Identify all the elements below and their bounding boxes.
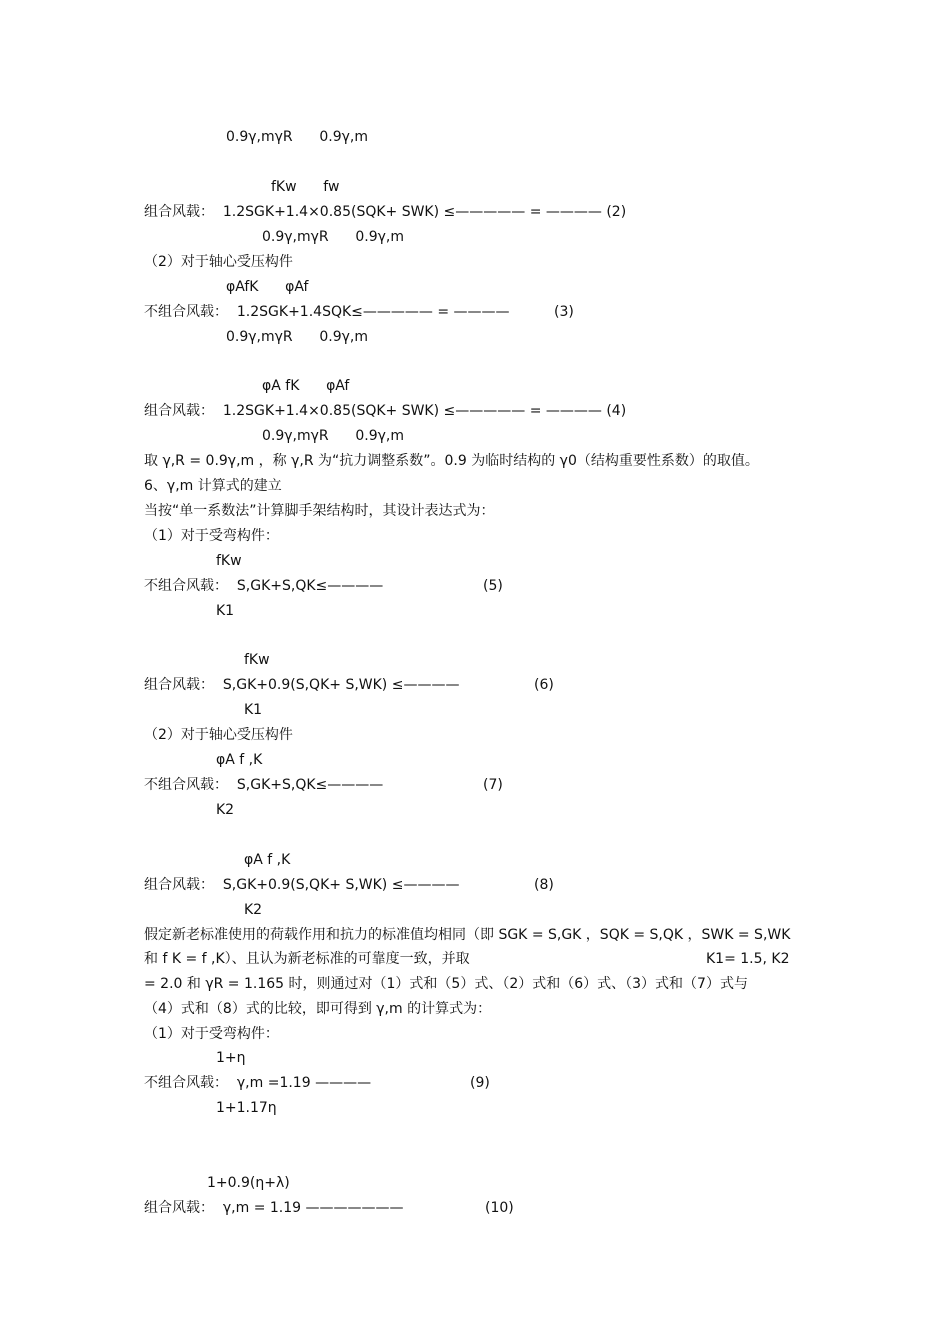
formula-numerator: fKw fw bbox=[271, 179, 340, 195]
formula-line-4: 组合风载： 1.2SGK+1.4×0.85(SQK+ SWK) ≤————— = ———— (4) bbox=[144, 403, 627, 419]
equation-number: (6) bbox=[534, 677, 554, 693]
section-heading: （1）对于受弯构件： bbox=[144, 528, 279, 544]
formula-line-5: 不组合风载： S,GK+S,QK≤———— bbox=[144, 578, 384, 594]
paragraph: K1= 1.5, K2 bbox=[706, 951, 790, 967]
equation-number: (5) bbox=[483, 578, 503, 594]
formula-numerator: fKw bbox=[244, 652, 270, 668]
formula-numerator: fKw bbox=[216, 553, 242, 569]
section-heading: （2）对于轴心受压构件 bbox=[144, 727, 293, 743]
formula-denominator: K1 bbox=[216, 603, 235, 619]
section-heading: 6、γ,m 计算式的建立 bbox=[144, 478, 282, 494]
formula-numerator: 1+0.9(η+λ) bbox=[207, 1175, 290, 1191]
formula-line-9: 不组合风载： γ,m =1.19 ———— bbox=[144, 1075, 372, 1091]
equation-number: (8) bbox=[534, 877, 554, 893]
formula-line-10: 组合风载： γ,m = 1.19 ——————— bbox=[144, 1200, 404, 1216]
formula-numerator: φA f ,K bbox=[216, 752, 263, 768]
formula-numerator: φAfK φAf bbox=[226, 279, 309, 295]
formula-line-3: 不组合风载： 1.2SGK+1.4SQK≤————— = ———— (3) bbox=[144, 304, 574, 320]
formula-denominator: 1+1.17η bbox=[216, 1100, 277, 1116]
paragraph: 当按“单一系数法”计算脚手架结构时，其设计表达式为： bbox=[144, 503, 495, 519]
formula-line-7: 不组合风载： S,GK+S,QK≤———— bbox=[144, 777, 384, 793]
formula-line-2: 组合风载： 1.2SGK+1.4×0.85(SQK+ SWK) ≤————— = ———— (2) bbox=[144, 204, 627, 220]
paragraph: 和 f K = f ,K）、且认为新老标准的可靠度一致，并取 bbox=[144, 951, 470, 967]
equation-number: (7) bbox=[483, 777, 503, 793]
formula-line-6: 组合风载： S,GK+0.9(S,QK+ S,WK) ≤———— bbox=[144, 677, 460, 693]
paragraph: 取 γ,R = 0.9γ,m ，称 γ,R 为“抗力调整系数”。0.9 为临时结构的 γ0（结构重要性系数）的取值。 bbox=[144, 453, 759, 469]
section-heading: （1）对于受弯构件： bbox=[144, 1026, 279, 1042]
equation-number: (9) bbox=[470, 1075, 490, 1091]
formula-denominator: K2 bbox=[216, 802, 235, 818]
paragraph: （4）式和（8）式的比较，即可得到 γ,m 的计算式为： bbox=[144, 1001, 492, 1017]
formula-denominator: 0.9γ,mγR 0.9γ,m bbox=[262, 229, 404, 245]
formula-numerator: φA fK φAf bbox=[262, 378, 350, 394]
formula-numerator: φA f ,K bbox=[244, 852, 291, 868]
section-heading: （2）对于轴心受压构件 bbox=[144, 254, 293, 270]
paragraph: 假定新老标准使用的荷载作用和抗力的标准值均相同（即 SGK = S,GK ，SQK = S,QK ，SWK = S,WK bbox=[144, 927, 791, 943]
formula-denominator: 0.9γ,mγR 0.9γ,m bbox=[226, 129, 368, 145]
formula-numerator: 1+η bbox=[216, 1050, 246, 1066]
formula-denominator: 0.9γ,mγR 0.9γ,m bbox=[226, 329, 368, 345]
paragraph: = 2.0 和 γR = 1.165 时，则通过对（1）式和（5）式、（2）式和（6）式、（3）式和（7）式与 bbox=[144, 976, 748, 992]
formula-denominator: 0.9γ,mγR 0.9γ,m bbox=[262, 428, 404, 444]
equation-number: (10) bbox=[485, 1200, 514, 1216]
formula-line-8: 组合风载： S,GK+0.9(S,QK+ S,WK) ≤———— bbox=[144, 877, 460, 893]
formula-denominator: K2 bbox=[244, 902, 263, 918]
formula-denominator: K1 bbox=[244, 702, 263, 718]
